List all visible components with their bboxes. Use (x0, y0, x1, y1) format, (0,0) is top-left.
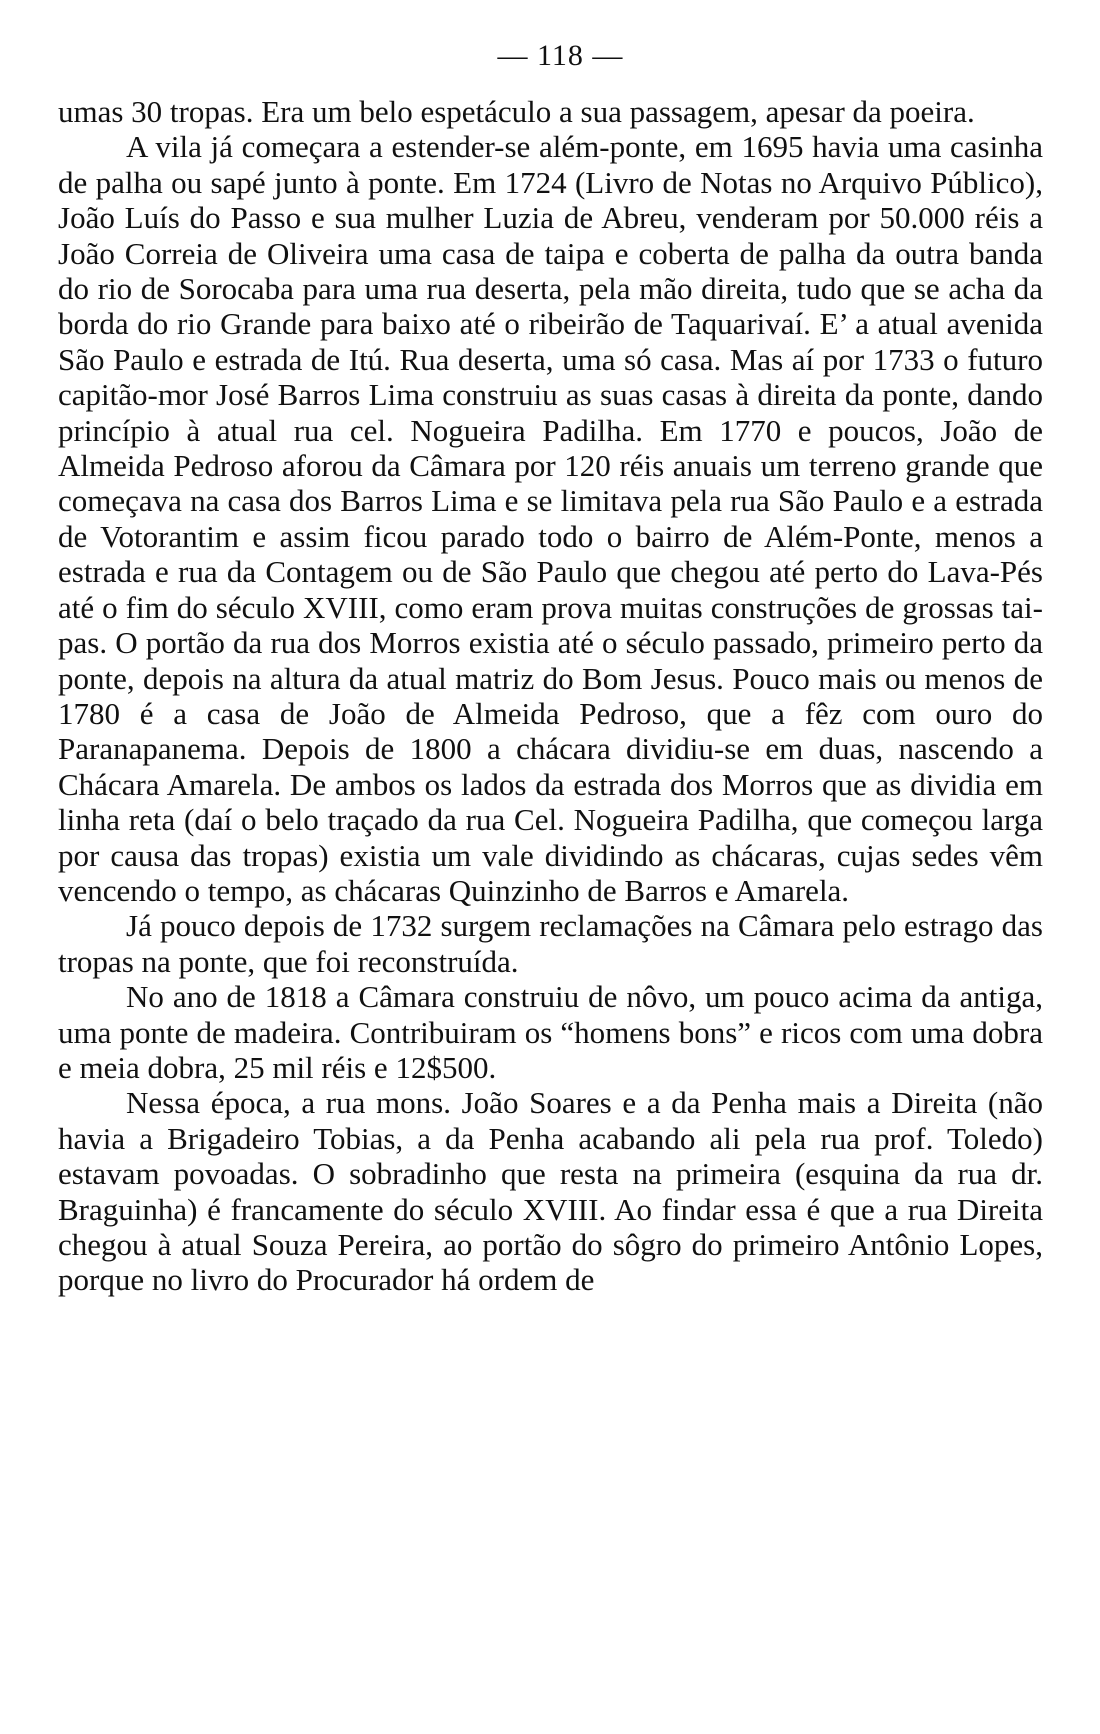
paragraph-3: Já pouco depois de 1732 surgem reclamações na Câmara pelo estrago das tropas na ponte, que foi reconstruída. (58, 908, 1043, 979)
paragraph-5: Nessa época, a rua mons. João Soares e a da Penha mais a Direita (não havia a Brigadeiro Tobias, a da Penha acabando ali pela rua prof. Toledo) estavam povoadas. O sobradinho que resta na primeira (esquina da rua dr. Braguinha) é francamente do século XVIII. Ao findar essa é que a rua Direita chegou à atual Souza Pereira, ao portão do sôgro do primeiro Antônio Lopes, porque no livro do Procurador há ordem de (58, 1085, 1043, 1298)
paragraph-2: A vila já começara a estender-se além-ponte, em 1695 havia uma casinha de palha ou sapé junto à ponte. Em 1724 (Livro de Notas no Arquivo Público), João Luís do Passo e sua mulher Luzia de Abreu, venderam por 50.000 réis a João Correia de Oliveira uma casa de taipa e coberta de palha da outra banda do rio de Sorocaba para uma rua deserta, pela mão direita, tudo que se acha da borda do rio Grande para baixo até o ribeirão de Taquarivaí. E’ a atual avenida São Paulo e estrada de Itú. Rua deserta, uma só casa. Mas aí por 1733 o futuro capitão-mor José Barros Lima construiu as suas casas à direita da ponte, dando princípio à atual rua cel. Nogueira Padilha. Em 1770 e poucos, João de Almeida Pedroso aforou da Câmara por 120 réis anuais um terreno grande que começava na casa dos Barros Lima e se limitava pela rua São Paulo e a estrada de Votorantim e assim ficou parado todo o bairro de Além-Ponte, menos a estrada e rua da Contagem ou de São Paulo que chegou até perto do Lava-Pés até o fim do século XVIII, como eram prova muitas construções de grossas taipas. O portão da rua dos Morros existia até o século passado, primeiro perto da ponte, depois na altura da atual matriz do Bom Jesus. Pouco mais ou menos de 1780 é a casa de João de Almeida Pedroso, que a fêz com ouro do Paranapanema. Depois de 1800 a chácara dividiu-se em duas, nascendo a Chácara Amarela. De ambos os lados da estrada dos Morros que as dividia em linha reta (daí o belo traçado da rua Cel. Nogueira Padilha, que começou larga por causa das tropas) existia um vale dividindo as chácaras, cujas sedes vêm vencendo o tempo, as chácaras Quinzinho de Barros e Amarela. (58, 129, 1043, 908)
book-page (58, 36, 1043, 1298)
paragraph-1: umas 30 tropas. Era um belo espetáculo a sua passagem, apesar da poeira. (58, 94, 975, 129)
page-number: — 118 — (497, 39, 624, 72)
page-body (58, 94, 1043, 1298)
paragraph-4: No ano de 1818 a Câmara construiu de nôvo, um pouco acima da antiga, uma ponte de madeira. Contribuiram os “homens bons” e ricos com uma dobra e meia dobra, 25 mil réis e 12$500. (58, 979, 1043, 1085)
